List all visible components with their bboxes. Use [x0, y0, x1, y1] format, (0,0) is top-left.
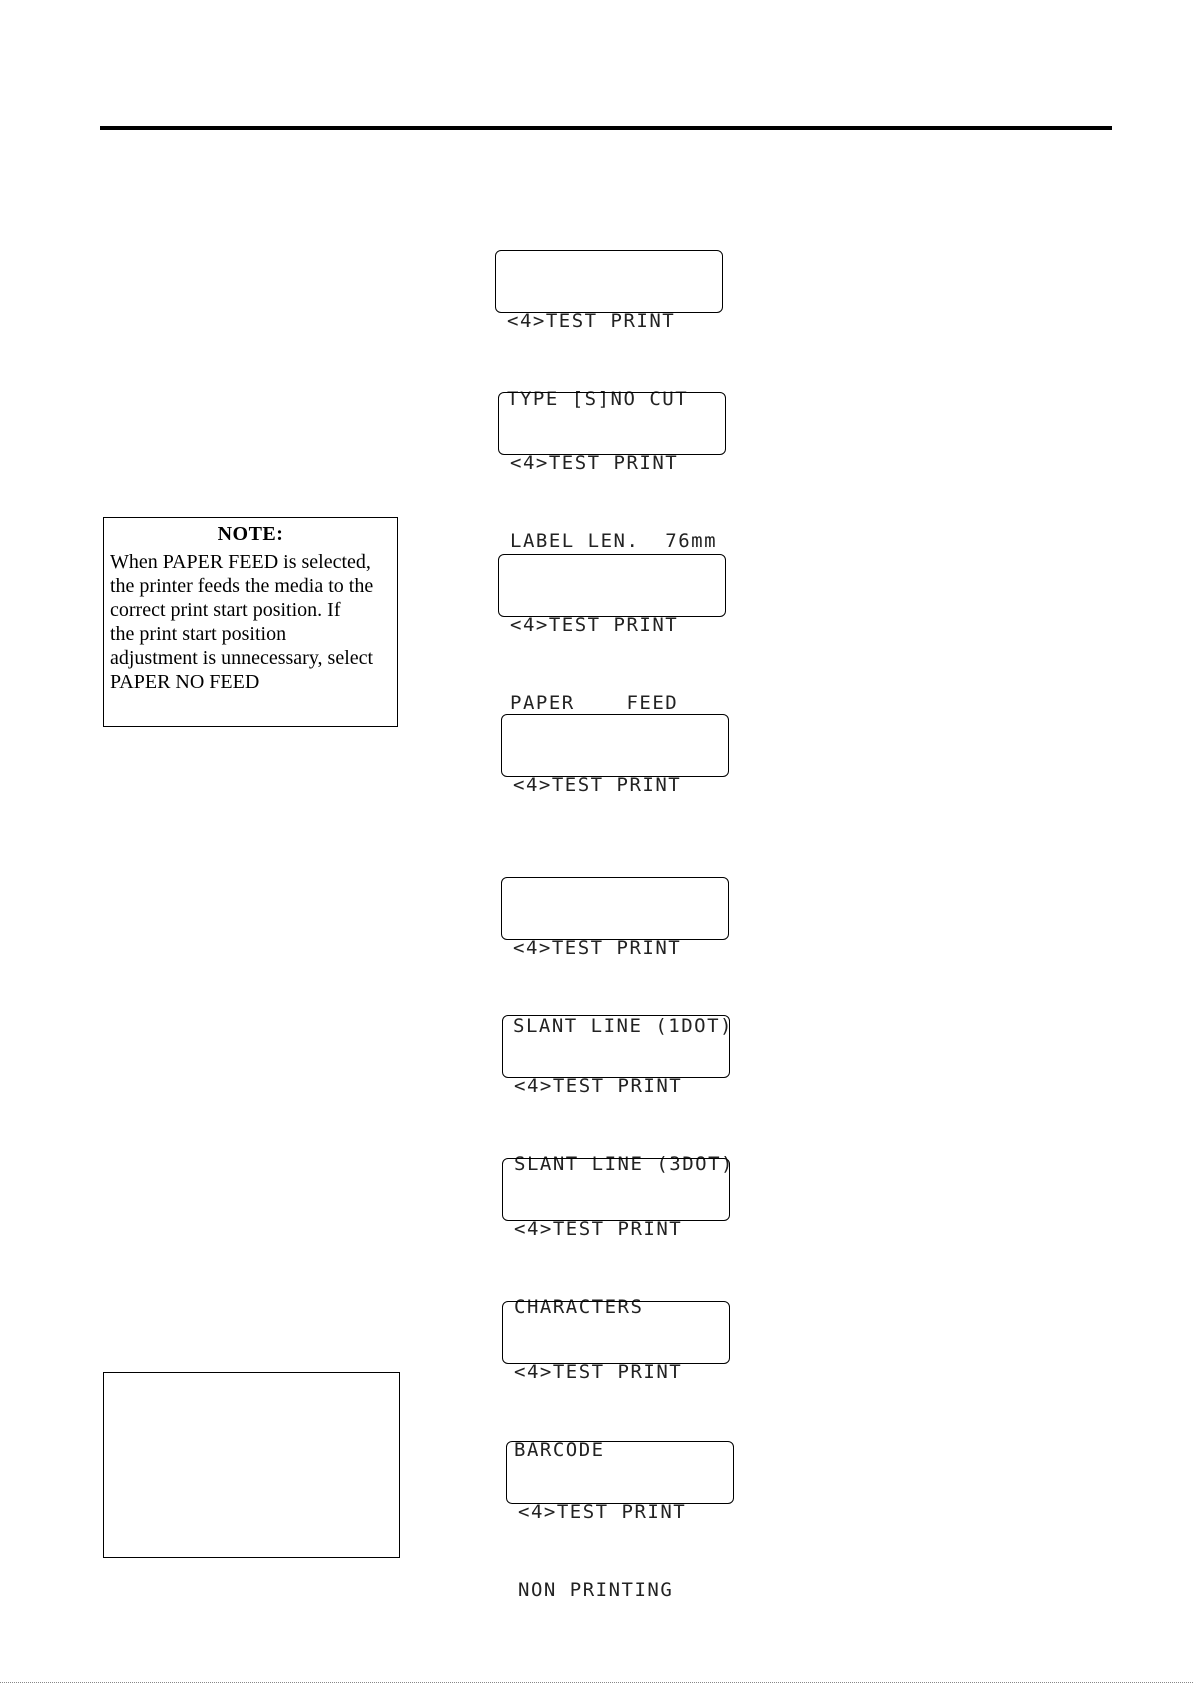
lcd-line-1: <4>TEST PRINT [514, 1075, 683, 1097]
lcd-line-2: PAPER FEED [510, 692, 679, 714]
blank-note-box [103, 1372, 400, 1558]
lcd-display-non-printing [506, 1441, 734, 1601]
lcd-line-2: SLANT LINE (3DOT) [514, 1153, 734, 1175]
note-line: correct print start position. If [110, 599, 341, 621]
note-line: adjustment is unnecessary, select [110, 647, 374, 669]
lcd-line-2: LABEL LEN. 76mm [510, 530, 718, 552]
lcd-line-1: <4>TEST PRINT [510, 614, 679, 636]
header-rule [100, 126, 1112, 130]
page-edge-dotted-line [0, 1682, 1193, 1683]
lcd-line-2: SLANT LINE (1DOT) [513, 1015, 733, 1037]
lcd-display-slant-1dot [501, 877, 733, 1037]
note-title: NOTE: [217, 523, 284, 545]
lcd-line-1: <4>TEST PRINT [510, 452, 679, 474]
lcd-display-cut-type [495, 250, 723, 410]
note-line: the print start position [110, 623, 287, 645]
lcd-line-1: <4>TEST PRINT [513, 774, 682, 796]
lcd-display-test-print [501, 714, 729, 796]
lcd-line-1: <4>TEST PRINT [514, 1218, 683, 1240]
lcd-line-2: NON PRINTING [518, 1579, 674, 1601]
lcd-display-paper-feed [498, 554, 726, 714]
lcd-line-2 [513, 850, 728, 876]
lcd-line-2: CHARACTERS [514, 1296, 644, 1318]
note-line: the printer feeds the media to the [110, 575, 374, 597]
lcd-line-2: TYPE [S]NO CUT [507, 388, 689, 410]
lcd-display-characters [502, 1158, 730, 1318]
lcd-line-1: <4>TEST PRINT [518, 1501, 687, 1523]
note-line: PAPER NO FEED [110, 671, 260, 693]
lcd-display-label-length [498, 392, 726, 552]
lcd-line-2: BARCODE [514, 1439, 605, 1461]
lcd-display-barcode [502, 1301, 730, 1461]
lcd-line-1: <4>TEST PRINT [513, 937, 682, 959]
lcd-line-1: <4>TEST PRINT [507, 310, 676, 332]
note-box [103, 517, 398, 727]
lcd-line-1: <4>TEST PRINT [514, 1361, 683, 1383]
note-line: When PAPER FEED is selected, [110, 551, 371, 573]
lcd-display-slant-3dot [502, 1015, 734, 1175]
